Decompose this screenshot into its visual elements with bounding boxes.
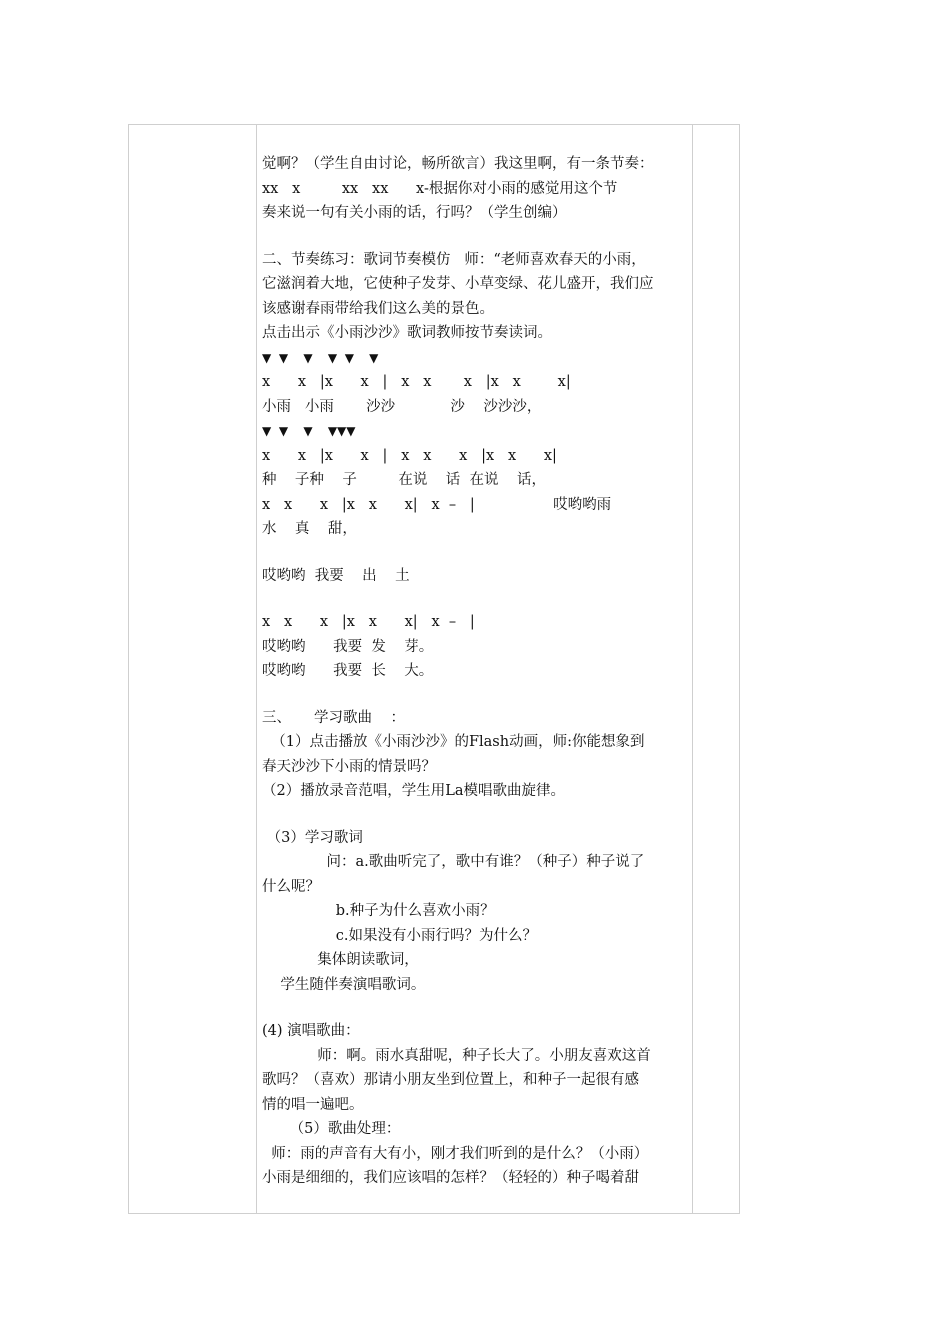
text-line: 该感谢春雨带给我们这么美的景色。 <box>262 300 494 317</box>
text-line: 师：啊。雨水真甜呢，种子长大了。小朋友喜欢这首 <box>262 1047 651 1064</box>
text-line: （1）点击播放《小雨沙沙》的Flash动画，师:你能想象到 <box>262 734 645 750</box>
text-line: （2）播放录音范唱，学生用La模唱歌曲旋律。 <box>262 783 565 799</box>
rhythm-line: xx x xx xx x-根据你对小雨的感觉用这个节 <box>262 180 618 197</box>
rhythm-line: x x |x x | x x x |x x x| <box>262 447 557 464</box>
lesson-content-cell <box>262 152 692 1191</box>
rhythm-line: x x x |x x x| x – | <box>262 614 475 630</box>
lyric-line: 小雨 小雨 沙沙 沙 沙沙沙， <box>262 398 542 415</box>
text-line: 觉啊？（学生自由讨论，畅所欲言）我这里啊，有一条节奏： <box>262 156 654 172</box>
accent-marks: ▼ ▼ ▼ ▼ ▼ ▼ <box>262 350 379 365</box>
text-line: 歌吗？（喜欢）那请小朋友坐到位置上，和种子一起很有感 <box>262 1072 639 1088</box>
text-line: 问：a.歌曲听完了，歌中有谁？（种子）种子说了 <box>262 854 645 870</box>
text-line: 师：雨的声音有大有小，刚才我们听到的是什么？（小雨） <box>262 1145 649 1162</box>
text-line: 情的唱一遍吧。 <box>262 1096 364 1113</box>
rhythm-line: x x |x x | x x x |x x x| <box>262 374 571 390</box>
text-line: 小雨是细细的，我们应该唱的怎样？（轻轻的）种子喝着甜 <box>262 1170 639 1186</box>
column-divider-left <box>256 125 257 1213</box>
subsection-heading: （5）歌曲处理： <box>262 1121 401 1137</box>
rhythm-line: x x x |x x x| x – | 哎哟哟雨 <box>262 496 612 513</box>
subsection-heading: (4) 演唱歌曲： <box>262 1023 360 1039</box>
lyric-line: 哎哟哟 我要 长 大。 <box>262 663 434 679</box>
text-line: 集体朗读歌词， <box>262 952 419 968</box>
text-line: c.如果没有小雨行吗？为什么？ <box>262 927 537 944</box>
lyric-line: 种 子种 子 在说 话 在说 话， <box>262 472 546 488</box>
text-line: 它滋润着大地，它使种子发芽、小草变绿、花儿盛开，我们应 <box>262 276 654 292</box>
lyric-line: 哎哟哟 我要 出 土 <box>262 567 410 584</box>
text-line: 学生随伴奏演唱歌词。 <box>262 976 426 993</box>
text-line: 什么呢？ <box>262 878 320 895</box>
column-divider-right <box>692 125 693 1213</box>
lyric-line: 哎哟哟 我要 发 芽。 <box>262 638 434 655</box>
section-heading: 二、节奏练习：歌词节奏模仿 师：“老师喜欢春天的小雨， <box>262 251 646 268</box>
accent-marks: ▼ ▼ ▼ ▼▼▼ <box>262 424 356 438</box>
text-line: 春天沙沙下小雨的情景吗？ <box>262 758 436 775</box>
text-line: 奏来说一句有关小雨的话，行吗？（学生创编） <box>262 205 567 221</box>
subsection-heading: （3）学习歌词 <box>262 829 363 846</box>
lyric-line: 水 真 甜， <box>262 521 357 537</box>
text-line: 点击出示《小雨沙沙》歌词教师按节奏读词。 <box>262 325 552 341</box>
section-heading: 三、 学习歌曲 ： <box>262 709 405 726</box>
text-line: b.种子为什么喜欢小雨？ <box>262 903 495 919</box>
